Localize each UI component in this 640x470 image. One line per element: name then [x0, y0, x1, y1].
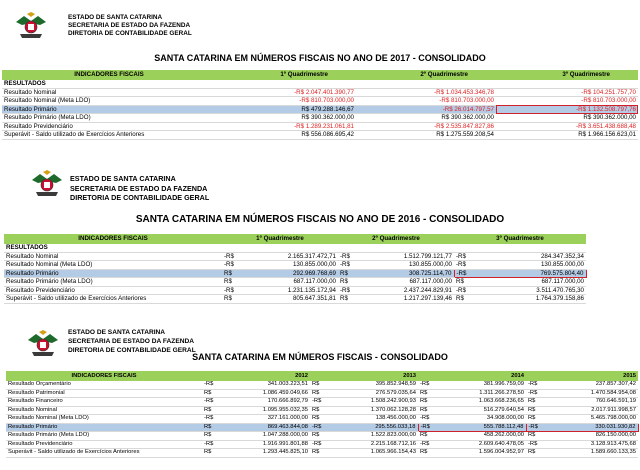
- row-label: Resultado Previdenciário: [4, 286, 222, 295]
- value-cell: -R$ 1.034.453.346,78: [356, 88, 496, 97]
- row-label: Resultado Primário (Meta LDO): [2, 114, 216, 123]
- row-label: Resultado Nominal: [6, 406, 202, 415]
- state-name: ESTADO DE SANTA CATARINA: [68, 14, 163, 21]
- column-header: INDICADORES FISCAIS: [2, 70, 216, 80]
- value-cell: R$ 1.966.156.623,01: [496, 131, 638, 140]
- value-cell: 1.596.004.952,97: [438, 449, 526, 458]
- value-cell: 1.311.266.278,50: [438, 389, 526, 398]
- value-cell: -R$ 810.703.000,00: [216, 97, 356, 106]
- doc-2017: [0, 0, 640, 150]
- table-row: [2, 88, 638, 97]
- section-label: RESULTADOS: [2, 80, 638, 88]
- currency-prefix: -R$: [202, 415, 222, 424]
- table-header-row: [2, 70, 638, 80]
- table-header-row: [6, 371, 638, 381]
- value-cell: 1.095.955.032,35: [222, 406, 310, 415]
- currency-prefix: -R$: [338, 286, 358, 295]
- table-row: [6, 381, 638, 389]
- value-cell: 3.128.913.475,68: [546, 440, 638, 449]
- directorate-name: DIRETORIA DE CONTABILIDADE GERAL: [68, 347, 196, 354]
- row-label: Superávit - Saldo utilizado de Exercícios Anteriores: [2, 131, 216, 140]
- value-cell: 381.996.759,09: [438, 381, 526, 389]
- currency-prefix: -R$: [338, 261, 358, 270]
- column-header: 2013: [310, 371, 418, 381]
- value-cell: 2.437.244.829,91: [358, 286, 454, 295]
- table-row: [2, 97, 638, 106]
- currency-prefix: -R$: [202, 381, 222, 389]
- currency-prefix: R$: [338, 295, 358, 304]
- secretariat-name: SECRETARIA DE ESTADO DA FAZENDA: [70, 183, 208, 193]
- table-row-highlighted: [6, 423, 638, 432]
- row-label: Resultado Orçamentário: [6, 381, 202, 389]
- value-cell: R$ 390.362.000,00: [496, 114, 638, 123]
- value-cell: 5.465.798.000,00: [546, 415, 638, 424]
- currency-prefix: -R$: [418, 423, 438, 432]
- currency-prefix: -R$: [222, 261, 242, 270]
- doc-2016: [0, 150, 640, 315]
- value-cell: 1.047.288.000,00: [222, 432, 310, 441]
- directorate-name: DIRETORIA DE CONTABILIDADE GERAL: [68, 30, 192, 37]
- value-cell: R$ 1.275.559.208,54: [356, 131, 496, 140]
- currency-prefix: R$: [202, 389, 222, 398]
- table-row: [6, 406, 638, 415]
- state-name: ESTADO DE SANTA CATARINA: [68, 329, 166, 336]
- row-label: Resultado Nominal: [2, 88, 216, 97]
- currency-prefix: R$: [310, 449, 330, 458]
- value-cell: 805.647.351,81: [242, 295, 338, 304]
- table-2017-title: SANTA CATARINA EM NÚMEROS FISCAIS NO ANO DE 2017 - CONSOLIDADO: [154, 53, 486, 63]
- value-cell: 1.508.242.900,93: [330, 398, 418, 407]
- currency-prefix: R$: [310, 381, 330, 389]
- value-cell: 308.725.114,70: [358, 269, 454, 278]
- currency-prefix: R$: [418, 398, 438, 407]
- table-row: [6, 432, 638, 441]
- currency-prefix: -R$: [526, 423, 546, 432]
- value-cell: 1.293.445.825,10: [222, 449, 310, 458]
- column-header: 2012: [202, 371, 310, 381]
- value-cell: 1.231.135.172,94: [242, 286, 338, 295]
- currency-prefix: R$: [526, 432, 546, 441]
- value-cell: 1.916.991.801,88: [222, 440, 310, 449]
- currency-prefix: R$: [222, 278, 242, 287]
- currency-prefix: -R$: [202, 440, 222, 449]
- table-row: [4, 252, 586, 261]
- currency-prefix: -R$: [454, 286, 474, 295]
- currency-prefix: -R$: [526, 389, 546, 398]
- state-coat-of-arms-icon: [30, 170, 64, 198]
- currency-prefix: R$: [310, 389, 330, 398]
- header-text: [68, 14, 192, 38]
- value-cell: 130.855.000,00: [474, 261, 586, 270]
- value-cell: 1.589.660.133,35: [546, 449, 638, 458]
- value-cell: 1.764.379.158,86: [474, 295, 586, 304]
- currency-prefix: R$: [526, 398, 546, 407]
- value-cell: 869.463.844,08: [222, 423, 310, 432]
- value-cell: 34.908.000,00: [438, 415, 526, 424]
- table-2016: [4, 234, 587, 304]
- column-header: 2014: [418, 371, 526, 381]
- value-cell: 327.161.000,00: [222, 415, 310, 424]
- currency-prefix: -R$: [222, 286, 242, 295]
- value-cell: 458.262.000,00: [438, 432, 526, 441]
- row-label: Resultado Primário: [6, 423, 202, 432]
- currency-prefix: R$: [526, 449, 546, 458]
- value-cell: 687.117.000,00: [358, 278, 454, 287]
- currency-prefix: R$: [454, 278, 474, 287]
- row-label: Resultado Primário: [4, 269, 222, 278]
- column-header: 1º Quadrimestre: [216, 70, 356, 80]
- value-cell: 276.579.035,64: [330, 389, 418, 398]
- value-cell: 516.279.640,54: [438, 406, 526, 415]
- row-label: Superávit - Saldo utilizado de Exercícios Anteriores: [4, 295, 222, 304]
- table-consolidated-title: SANTA CATARINA EM NÚMEROS FISCAIS - CONSOLIDADO: [192, 352, 448, 362]
- column-header: 3º Quadrimestre: [496, 70, 638, 80]
- circled-value-cell: 769.575.804,40: [474, 269, 586, 278]
- column-header: 3º Quadrimestre: [454, 234, 586, 244]
- value-cell: 284.347.352,34: [474, 252, 586, 261]
- column-header: INDICADORES FISCAIS: [4, 234, 222, 244]
- value-cell: 130.855.000,00: [242, 261, 338, 270]
- table-row: [4, 295, 586, 304]
- currency-prefix: -R$: [418, 415, 438, 424]
- value-cell: 2.215.168.712,16: [330, 440, 418, 449]
- value-cell: 2.165.317.472,71: [242, 252, 338, 261]
- table-row: [2, 122, 638, 131]
- currency-prefix: -R$: [310, 398, 330, 407]
- secretariat-name: SECRETARIA DE ESTADO DA FAZENDA: [68, 338, 195, 345]
- currency-prefix: -R$: [418, 381, 438, 389]
- table-2017: [2, 70, 638, 140]
- column-header: 2º Quadrimestre: [356, 70, 496, 80]
- value-cell: R$ 479.288.146,67: [216, 105, 356, 114]
- currency-prefix: -R$: [454, 252, 474, 261]
- table-row-highlighted: [2, 105, 638, 114]
- value-cell: 1.086.459.049,66: [222, 389, 310, 398]
- table-row: [2, 131, 638, 140]
- currency-prefix: R$: [526, 406, 546, 415]
- currency-prefix: -R$: [310, 423, 330, 432]
- value-cell: -R$ 2.535.847.827,86: [356, 122, 496, 131]
- doc-2012-2015: [0, 318, 640, 470]
- value-cell: 1.217.297.139,46: [358, 295, 454, 304]
- currency-prefix: R$: [418, 389, 438, 398]
- value-cell: R$ 390.362.000,00: [356, 114, 496, 123]
- value-cell: 687.117.000,00: [242, 278, 338, 287]
- currency-prefix: -R$: [418, 440, 438, 449]
- directorate-name: DIRETORIA DE CONTABILIDADE GERAL: [70, 193, 210, 202]
- circled-value-cell: 555.788.112,48: [438, 423, 526, 432]
- row-label: Resultado Previdenciário: [6, 440, 202, 449]
- value-cell: 341.003.223,51: [222, 381, 310, 389]
- table-row: [6, 398, 638, 407]
- currency-prefix: R$: [338, 278, 358, 287]
- currency-prefix: R$: [418, 406, 438, 415]
- value-cell: 1.065.966.154,43: [330, 449, 418, 458]
- row-label: Resultado Nominal (Meta LDO): [4, 261, 222, 270]
- currency-prefix: R$: [338, 269, 358, 278]
- row-label: Superávit - Saldo utilizado de Exercícios Anteriores: [6, 449, 202, 458]
- row-label: Resultado Patrimonial: [6, 389, 202, 398]
- table-row: [6, 389, 638, 398]
- value-cell: 1.512.799.121,77: [358, 252, 454, 261]
- value-cell: -R$ 104.251.757,70: [496, 88, 638, 97]
- row-label: Resultado Nominal: [4, 252, 222, 261]
- currency-prefix: R$: [222, 269, 242, 278]
- currency-prefix: -R$: [310, 440, 330, 449]
- value-cell: 2.609.640.478,05: [438, 440, 526, 449]
- table-row: [2, 114, 638, 123]
- value-cell: -R$ 810.703.000,00: [496, 97, 638, 106]
- table-row: [6, 440, 638, 449]
- table-2016-title: SANTA CATARINA EM NÚMEROS FISCAIS NO ANO DE 2016 - CONSOLIDADO: [135, 214, 505, 225]
- row-label: Resultado Nominal (Meta LDO): [2, 97, 216, 106]
- value-cell: 1.063.668.236,65: [438, 398, 526, 407]
- currency-prefix: -R$: [454, 269, 474, 278]
- currency-prefix: R$: [418, 432, 438, 441]
- state-coat-of-arms-icon: [14, 12, 48, 40]
- table-row: [6, 449, 638, 458]
- column-header: INDICADORES FISCAIS: [6, 371, 202, 381]
- column-header: 2º Quadrimestre: [338, 234, 454, 244]
- value-cell: 295.556.033,18: [330, 423, 418, 432]
- table-row: [6, 415, 638, 424]
- table-row-highlighted: [4, 269, 586, 278]
- value-cell: 2.017.911.998,57: [546, 406, 638, 415]
- row-label: Resultado Primário: [2, 105, 216, 114]
- table-row: [4, 278, 586, 287]
- secretariat-name: SECRETARIA DE ESTADO DA FAZENDA: [68, 22, 191, 29]
- value-cell: -R$ 1.289.231.061,81: [216, 122, 356, 131]
- value-cell: 292.969.768,69: [242, 269, 338, 278]
- row-label: Resultado Primário (Meta LDO): [4, 278, 222, 287]
- section-label: RESULTADOS: [4, 244, 586, 252]
- value-cell: 138.456.000,00: [330, 415, 418, 424]
- state-name: ESTADO DE SANTA CATARINA: [70, 174, 176, 183]
- row-label: Resultado Nominal (Meta LDO): [6, 415, 202, 424]
- value-cell: 130.855.000,00: [358, 261, 454, 270]
- value-cell: -R$ 26.014.797,57: [356, 105, 496, 114]
- currency-prefix: R$: [310, 406, 330, 415]
- currency-prefix: -R$: [338, 252, 358, 261]
- currency-prefix: R$: [454, 295, 474, 304]
- header-text: [70, 174, 209, 203]
- circled-value-cell: 330.031.930,82: [546, 423, 638, 432]
- value-cell: R$ 390.362.000,00: [216, 114, 356, 123]
- currency-prefix: R$: [526, 415, 546, 424]
- table-header-row: [4, 234, 586, 244]
- value-cell: -R$ 2.047.401.390,77: [216, 88, 356, 97]
- table-row: [4, 286, 586, 295]
- value-cell: 170.666.892,79: [222, 398, 310, 407]
- currency-prefix: -R$: [526, 440, 546, 449]
- currency-prefix: -R$: [202, 398, 222, 407]
- value-cell: -R$ 810.703.000,00: [356, 97, 496, 106]
- currency-prefix: -R$: [454, 261, 474, 270]
- column-header: 2015: [526, 371, 638, 381]
- currency-prefix: R$: [418, 449, 438, 458]
- currency-prefix: R$: [222, 295, 242, 304]
- table-row: [4, 261, 586, 270]
- currency-prefix: R$: [202, 432, 222, 441]
- currency-prefix: R$: [202, 423, 222, 432]
- currency-prefix: R$: [202, 406, 222, 415]
- circled-value-cell: -R$ 1.132.508.797,76: [496, 105, 638, 114]
- value-cell: 395.852.948,59: [330, 381, 418, 389]
- value-cell: 760.646.591,19: [546, 398, 638, 407]
- value-cell: 826.150.000,00: [546, 432, 638, 441]
- currency-prefix: -R$: [526, 381, 546, 389]
- header-text: [68, 328, 196, 355]
- value-cell: 1.370.062.128,28: [330, 406, 418, 415]
- value-cell: -R$ 3.651.438.688,48: [496, 122, 638, 131]
- currency-prefix: -R$: [222, 252, 242, 261]
- value-cell: 687.117.000,00: [474, 278, 586, 287]
- value-cell: 1.522.823.000,00: [330, 432, 418, 441]
- row-label: Resultado Primário (Meta LDO): [6, 432, 202, 441]
- column-header: 1º Quadrimestre: [222, 234, 338, 244]
- row-label: Resultado Financeiro: [6, 398, 202, 407]
- row-label: Resultado Previdenciário: [2, 122, 216, 131]
- currency-prefix: R$: [310, 432, 330, 441]
- value-cell: 1.470.584.954,08: [546, 389, 638, 398]
- currency-prefix: R$: [310, 415, 330, 424]
- value-cell: 3.511.470.765,30: [474, 286, 586, 295]
- value-cell: R$ 556.086.695,42: [216, 131, 356, 140]
- value-cell: 237.857.307,42: [546, 381, 638, 389]
- table-2012-2015: [6, 371, 639, 458]
- currency-prefix: R$: [202, 449, 222, 458]
